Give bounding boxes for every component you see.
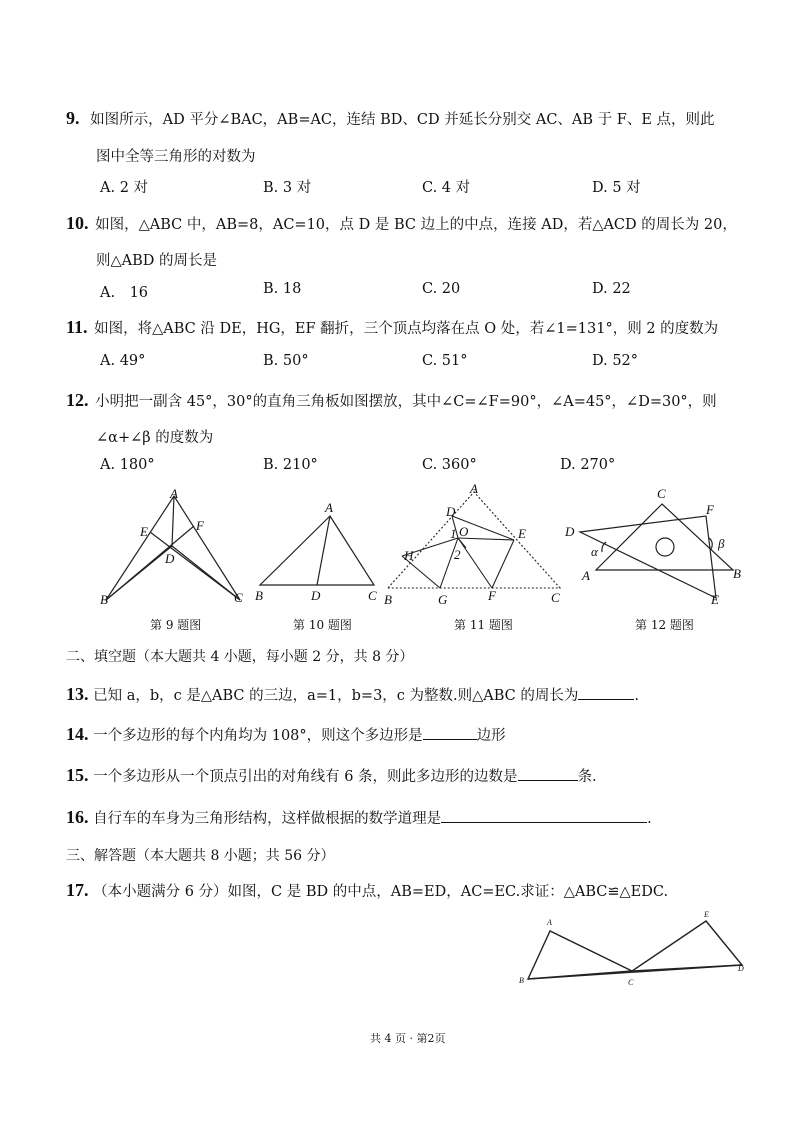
fig17-label: E bbox=[704, 910, 709, 919]
figures-row bbox=[0, 478, 794, 613]
fig10-label: A bbox=[325, 500, 333, 515]
figure-10 bbox=[260, 516, 374, 585]
figure-17 bbox=[510, 905, 770, 995]
question-14 bbox=[66, 724, 506, 745]
question-text: 如图，将△ABC 沿 DE，HG，EF 翻折，三个顶点均落在点 O 处，若∠1=131°，则 2 的度数为 bbox=[94, 321, 719, 337]
option-d: D. 270° bbox=[560, 457, 616, 473]
question-text: （本小题满分 6 分）如图，C 是 BD 的中点，AB=ED，AC=EC.求证：△ABC≌△EDC. bbox=[93, 884, 669, 900]
option-d: D. 52° bbox=[592, 353, 639, 369]
fig12-label: E bbox=[711, 592, 719, 607]
page-footer: 共 4 页 · 第2页 bbox=[370, 1032, 446, 1045]
option-d: D. 22 bbox=[592, 281, 631, 297]
question-text: 一个多边形的每个内角均为 108°，则这个多边形是 bbox=[93, 728, 423, 744]
fig17-label: D bbox=[738, 964, 744, 973]
question-text-end: . bbox=[634, 688, 639, 704]
answer-blank[interactable] bbox=[441, 808, 647, 823]
figure-12-caption: 第 12 题图 bbox=[635, 618, 694, 632]
question-number: 12. bbox=[66, 390, 89, 410]
question-text: 如图，△ABC 中，AB=8，AC=10，点 D 是 BC 边上的中点，连接 AD，若△ACD 的周长为 20， bbox=[95, 217, 737, 233]
section-3-title: 三、解答题（本大题共 8 小题；共 56 分） bbox=[66, 848, 335, 864]
answer-blank[interactable] bbox=[578, 685, 634, 700]
fig11-label: E bbox=[518, 526, 526, 541]
question-number: 10. bbox=[66, 213, 89, 233]
question-text: 一个多边形从一个顶点引出的对角线有 6 条，则此多边形的边数是 bbox=[93, 769, 518, 785]
question-13 bbox=[66, 684, 639, 705]
question-16 bbox=[66, 807, 652, 828]
fig11-label: F bbox=[488, 588, 496, 603]
fig17-label: C bbox=[628, 978, 634, 987]
answer-blank[interactable] bbox=[423, 725, 477, 740]
section-2-title: 二、填空题（本大题共 4 小题，每小题 2 分，共 8 分） bbox=[66, 649, 414, 665]
fig12-label: D bbox=[565, 524, 575, 539]
question-text-end: . bbox=[647, 811, 652, 827]
fig9-label: F bbox=[196, 518, 204, 533]
question-number: 14. bbox=[66, 724, 89, 744]
figure-11-caption: 第 11 题图 bbox=[454, 618, 513, 632]
fig10-label: B bbox=[255, 588, 263, 603]
option-c: C. 360° bbox=[422, 457, 477, 473]
fig9-label: D bbox=[165, 551, 175, 566]
option-a: A. 2 对 bbox=[100, 180, 149, 196]
fig11-label: 2 bbox=[454, 547, 461, 562]
fig11-label: B bbox=[384, 592, 392, 607]
fig12-label: β bbox=[718, 536, 725, 551]
answer-blank[interactable] bbox=[518, 766, 578, 781]
fig9-label: B bbox=[100, 592, 108, 607]
option-c: C. 4 对 bbox=[422, 180, 471, 196]
fig12-label: C bbox=[657, 486, 666, 501]
fig9-label: C bbox=[234, 590, 243, 605]
fig11-label: G bbox=[438, 592, 448, 607]
question-10 bbox=[66, 213, 737, 234]
question-9 bbox=[66, 108, 715, 129]
question-15 bbox=[66, 765, 597, 786]
figure-11 bbox=[388, 492, 560, 588]
question-number: 9. bbox=[66, 108, 80, 128]
figure-9-caption: 第 9 题图 bbox=[150, 618, 202, 632]
option-a: A. 16 bbox=[100, 285, 149, 301]
option-d: D. 5 对 bbox=[592, 180, 641, 196]
fig11-label: 1 bbox=[450, 526, 457, 541]
option-c: C. 51° bbox=[422, 353, 468, 369]
question-text: 已知 a，b，c 是△ABC 的三边，a=1，b=3，c 为整数.则△ABC 的周长为 bbox=[93, 688, 579, 704]
figure-10-caption: 第 10 题图 bbox=[293, 618, 352, 632]
figure-9 bbox=[106, 496, 240, 600]
question-text: 小明把一副含 45°，30°的直角三角板如图摆放，其中∠C=∠F=90°，∠A=45°，∠D=30°，则 bbox=[95, 394, 717, 410]
question-number: 16. bbox=[66, 807, 89, 827]
question-number: 13. bbox=[66, 684, 89, 704]
fig12-label: B bbox=[733, 566, 741, 581]
option-a: A. 49° bbox=[100, 353, 146, 369]
question-number: 17. bbox=[66, 880, 89, 900]
question-number: 15. bbox=[66, 765, 89, 785]
question-12 bbox=[66, 390, 717, 411]
fig9-label: A bbox=[170, 486, 178, 501]
fig10-label: D bbox=[311, 588, 321, 603]
fig17-label: B bbox=[519, 976, 524, 985]
fig11-label: C bbox=[551, 590, 560, 605]
option-a: A. 180° bbox=[100, 457, 155, 473]
figure-12 bbox=[580, 504, 733, 598]
option-b: B. 210° bbox=[263, 457, 318, 473]
fig11-label: O bbox=[459, 524, 469, 539]
option-b: B. 50° bbox=[263, 353, 309, 369]
question-12-line2: ∠α+∠β 的度数为 bbox=[96, 430, 214, 446]
question-number: 11. bbox=[66, 317, 88, 337]
fig11-label: H bbox=[404, 548, 414, 563]
question-10-line2: 则△ABD 的周长是 bbox=[96, 253, 218, 269]
question-17 bbox=[66, 880, 668, 901]
option-c: C. 20 bbox=[422, 281, 461, 297]
question-text-end: 条. bbox=[577, 769, 597, 785]
question-text-end: 边形 bbox=[476, 728, 506, 744]
fig11-label: D bbox=[446, 504, 456, 519]
fig9-label: E bbox=[140, 524, 148, 539]
fig11-label: A bbox=[470, 481, 478, 496]
option-b: B. 3 对 bbox=[263, 180, 312, 196]
question-11 bbox=[66, 317, 718, 338]
option-b: B. 18 bbox=[263, 281, 302, 297]
question-9-line2: 图中全等三角形的对数为 bbox=[96, 149, 256, 165]
question-text: 自行车的车身为三角形结构，这样做根据的数学道理是 bbox=[93, 811, 442, 827]
fig12-label: A bbox=[582, 568, 590, 583]
fig12-label: α bbox=[591, 544, 598, 559]
question-text: 如图所示，AD 平分∠BAC，AB=AC，连结 BD、CD 并延长分别交 AC、AB 于 F、E 点，则此 bbox=[90, 112, 715, 128]
fig12-label: F bbox=[706, 502, 714, 517]
fig17-label: A bbox=[547, 918, 552, 927]
fig10-label: C bbox=[368, 588, 377, 603]
